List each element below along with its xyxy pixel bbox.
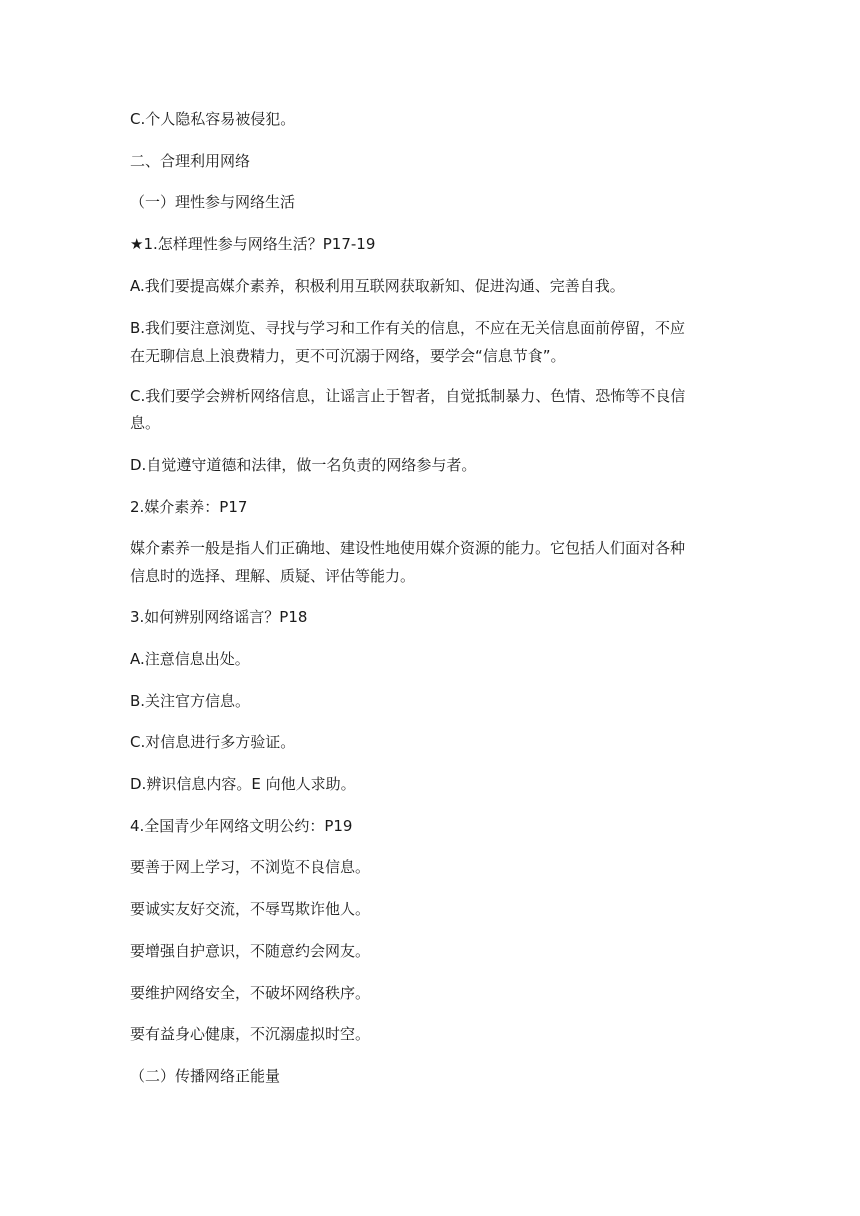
- question-heading: 4.全国青少年网络文明公约：P19: [130, 817, 353, 835]
- list-item: 要维护网络安全，不破坏网络秩序。: [130, 984, 371, 1002]
- list-item: A.注意信息出处。: [130, 650, 250, 668]
- section-heading: 二、合理利用网络: [130, 152, 251, 170]
- text-line: 息。: [130, 414, 161, 432]
- list-item: 要诚实友好交流，不辱骂欺诈他人。: [130, 900, 371, 918]
- text-line: C.我们要学会辨析网络信息，让谣言止于智者，自觉抵制暴力、色情、恐怖等不良信: [130, 387, 686, 405]
- subsection-heading: （二）传播网络正能量: [130, 1067, 281, 1085]
- text-line: B.我们要注意浏览、寻找与学习和工作有关的信息，不应在无关信息面前停留，不应: [130, 319, 686, 337]
- list-item: D.辨识信息内容。E 向他人求助。: [130, 775, 356, 793]
- subsection-heading: （一）理性参与网络生活: [130, 193, 296, 211]
- list-item: C.对信息进行多方验证。: [130, 733, 296, 751]
- text-line: D.自觉遵守道德和法律，做一名负责的网络参与者。: [130, 456, 477, 474]
- question-heading: ★1.怎样理性参与网络生活？P17-19: [130, 235, 376, 253]
- list-item: 要有益身心健康，不沉溺虚拟时空。: [130, 1025, 371, 1043]
- list-item: 要增强自护意识，不随意约会网友。: [130, 942, 371, 960]
- list-item: B.关注官方信息。: [130, 692, 251, 710]
- text-line: 媒介素养一般是指人们正确地、建设性地使用媒介资源的能力。它包括人们面对各种: [130, 539, 686, 557]
- question-heading: 2.媒介素养：P17: [130, 498, 248, 516]
- text-line: 信息时的选择、理解、质疑、评估等能力。: [130, 567, 416, 585]
- text-line: A.我们要提高媒介素养，积极利用互联网获取新知、促进沟通、完善自我。: [130, 277, 625, 295]
- text-line: 在无聊信息上浪费精力，更不可沉溺于网络，要学会“信息节食”。: [130, 347, 566, 365]
- text-line: C.个人隐私容易被侵犯。: [130, 110, 296, 128]
- list-item: 要善于网上学习，不浏览不良信息。: [130, 858, 371, 876]
- question-heading: 3.如何辨别网络谣言？P18: [130, 608, 308, 626]
